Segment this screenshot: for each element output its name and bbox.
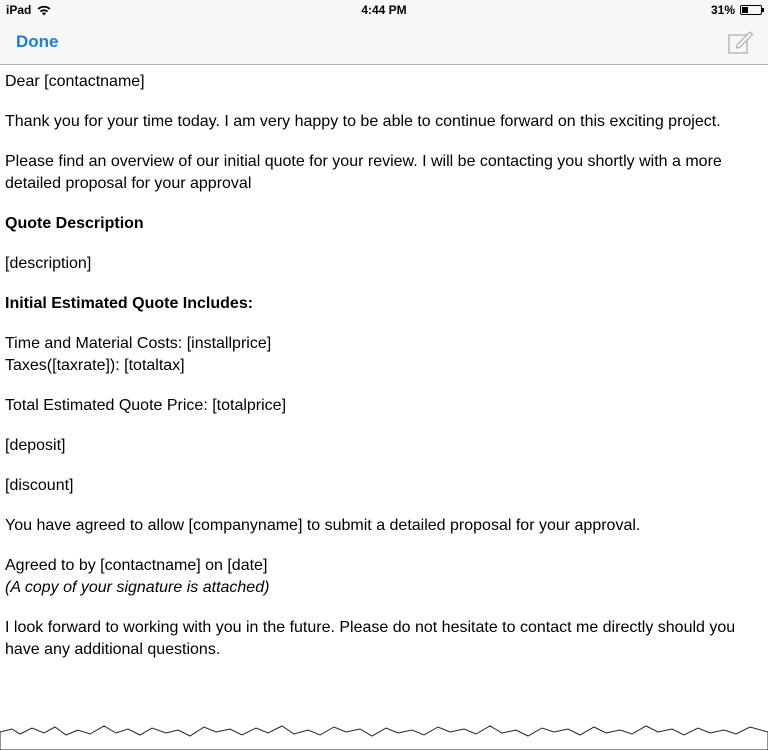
- discount-placeholder: [discount]: [5, 477, 74, 494]
- time-material-line: Time and Material Costs: [installprice]: [5, 335, 272, 352]
- taxes-line: Taxes([taxrate]): [totaltax]: [5, 357, 185, 374]
- thanks-paragraph: Thank you for your time today. I am very happy to be able to continue forward on this exciting project.: [5, 113, 721, 130]
- cost-block: [5, 333, 765, 377]
- signature-note: (A copy of your signature is attached): [5, 579, 270, 596]
- status-right: [711, 3, 762, 17]
- status-bar: [0, 0, 768, 20]
- description-placeholder: [description]: [5, 255, 92, 272]
- letter-body[interactable]: [5, 71, 765, 679]
- overview-paragraph: Please find an overview of our initial quote for your review. I will be contacting you shortly with a more detailed proposal for your approval: [5, 153, 722, 192]
- nav-bar: [0, 20, 768, 65]
- battery-icon: [740, 5, 762, 15]
- closing-paragraph: I look forward to working with you in the future. Please do not hesitate to contact me directly should you have any additional questions.: [5, 619, 736, 658]
- device-label: iPad: [6, 3, 32, 17]
- total-price-line: Total Estimated Quote Price: [totalprice]: [5, 397, 287, 414]
- greeting: Dear [contactname]: [5, 73, 145, 90]
- agreement-paragraph: You have agreed to allow [companyname] to submit a detailed proposal for your approval.: [5, 517, 641, 534]
- status-time: 4:44 PM: [361, 3, 407, 17]
- quote-description-heading: Quote Description: [5, 215, 144, 232]
- done-button[interactable]: Done: [16, 32, 59, 51]
- includes-heading: Initial Estimated Quote Includes:: [5, 295, 254, 312]
- signature-block: [5, 555, 765, 599]
- battery-fill: [742, 7, 748, 13]
- compose-icon[interactable]: [728, 30, 754, 54]
- battery-percent: 31%: [710, 3, 735, 17]
- agreed-by-line: Agreed to by [contactname] on [date]: [5, 557, 268, 574]
- torn-edge-decoration: [0, 710, 768, 750]
- deposit-placeholder: [deposit]: [5, 437, 66, 454]
